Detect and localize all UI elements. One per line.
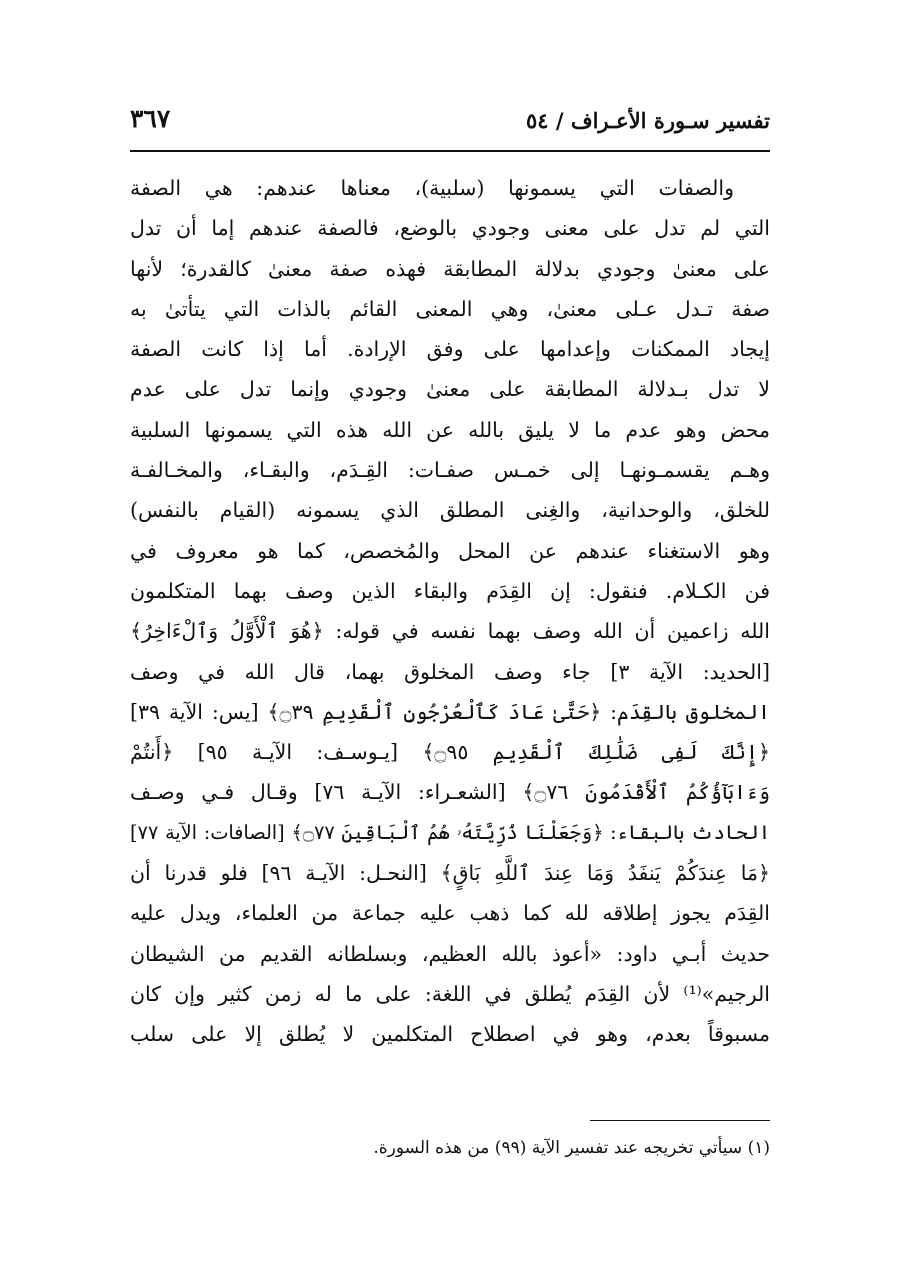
footnote: (١) سيأتي تخريجه عند تفسير الآية (٩٩) من هذه السورة. bbox=[373, 1138, 770, 1158]
header-rule bbox=[130, 150, 770, 152]
text-line: فن الكـلام. فنقول: إن القِدَم والبقاء الذين وصف بهما المتكلمون bbox=[130, 578, 770, 603]
running-head: تفسير سـورة الأعـراف / ٥٤ bbox=[525, 108, 770, 133]
body-text bbox=[130, 168, 770, 1055]
text-line: والصفات التي يسمونها (سلبية)، معناها عندهم: هي الصفة bbox=[130, 176, 734, 200]
text-line: المخلوق بالقِدَم: ﴿حَتَّىٰ عَادَ كَٱلْعُرْجُونِ ٱلْقَدِيمِ ۝٣٩﴾ [يس: الآية ٣٩] bbox=[130, 699, 770, 724]
text-line: للخلق، والوحدانية، والغِنى المطلق الذي يسمونه (القيام بالنفس) bbox=[130, 498, 770, 523]
text-line: ﴿إِنَّكَ لَفِى ضَلَٰلِكَ ٱلْقَدِيمِ ۝٩٥﴾ [يـوسـف: الآيـة ٩٥] ﴿أَنتُمْ bbox=[130, 740, 770, 765]
text-line: وهـم يقسمـونهـا إلى خمـس صفـات: القِـدَم، والبقـاء، والمخـالفـة bbox=[130, 458, 770, 483]
page-number: ٣٦٧ bbox=[130, 104, 171, 133]
text-line: الرجيم»⁽¹⁾ لأن القِدَم يُطلق في اللغة: على ما له زمن كثير وإن كان bbox=[130, 981, 770, 1006]
text-line: التي لم تدل على معنى وجودي بالوضع، فالصفة عندهم إما أن تدل bbox=[130, 216, 770, 241]
text-line: محض وهو عدم ما لا يليق بالله عن الله هذه التي يسمونها السلبية bbox=[130, 417, 770, 442]
page-header bbox=[130, 104, 770, 150]
text-line: القِدَم يجوز إطلاقه لله كما ذهب عليه جماعة من العلماء، ويدل عليه bbox=[130, 901, 770, 926]
text-line: وَءَابَآؤُكُمُ ٱلْأَقْدَمُونَ ۝٧٦﴾ [الشعـراء: الآيـة ٧٦] وقـال فـي وصـف bbox=[130, 780, 770, 805]
text-line: على معنىٰ وجودي بدلالة المطابقة فهذه صفة معنىٰ كالقدرة؛ لأنها bbox=[130, 256, 770, 281]
footnote-rule bbox=[590, 1120, 770, 1121]
text-line: صفة تـدل عـلى معنىٰ، وهي المعنى القائم بالذات التي يتأتىٰ به bbox=[130, 296, 770, 321]
text-line: الحادث بالبقاء: ﴿وَجَعَلْنَا ذُرِّيَّتَهُۥ هُمُ ٱلْبَاقِينَ ۝٧٧﴾ [الصافات: الآية ٧٧] bbox=[130, 820, 770, 844]
text-line: [الحديد: الآية ٣] جاء وصف المخلوق بهما، قال الله في وصف bbox=[130, 659, 770, 684]
text-line: وهو الاستغناء عندهم عن المحل والمُخصص، كما هو معروف في bbox=[130, 538, 770, 563]
text-line: الله زاعمين أن الله وصف بهما نفسه في قوله: ﴿هُوَ ٱلْأَوَّلُ وَٱلْءَاخِرُ﴾ bbox=[130, 619, 770, 644]
text-line: لا تدل بـدلالة المطابقة على معنىٰ وجودي وإنما تدل على عدم bbox=[130, 377, 770, 402]
text-line: مسبوقاً بعدم، وهو في اصطلاح المتكلمين لا يُطلق إلا على سلب bbox=[130, 1022, 770, 1047]
text-line: حديث أبـي داود: «أعوذ بالله العظيم، وبسلطانه القديم من الشيطان bbox=[130, 941, 770, 966]
text-line: ﴿مَا عِندَكُمْ يَنفَدُ وَمَا عِندَ ٱللَّهِ بَاقٍ﴾ [النحـل: الآيـة ٩٦] فلو قدرنا أن bbox=[130, 861, 770, 886]
text-line: إيجاد الممكنات وإعدامها على وفق الإرادة. أما إذا كانت الصفة bbox=[130, 337, 770, 362]
